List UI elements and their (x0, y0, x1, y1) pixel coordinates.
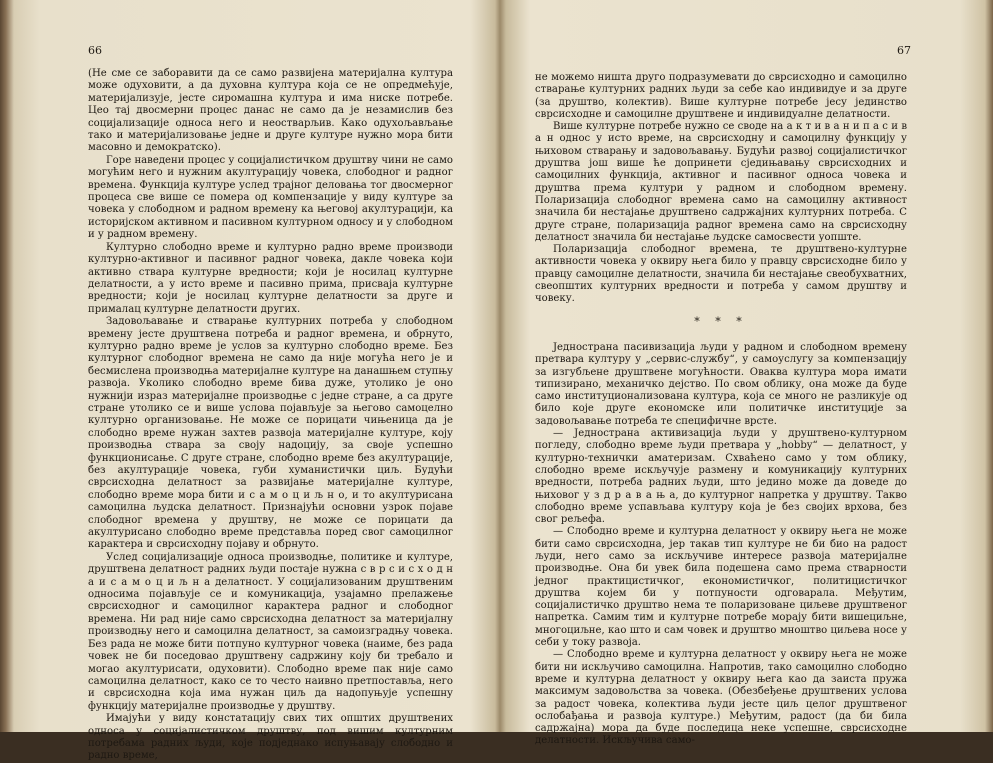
left-page (0, 0, 496, 762)
left-page-text (88, 68, 453, 763)
paragraph: Услед социјализације односа производње, политике и културе, друштвена делатност радних људи постаје нужна с в р с и с х о д н а и с а м о ц и љ н а делатност. У социјализованим друштвеним односима појављује се и комуникација, узајамно прелажење сврсисходног и самоцилног карактера радног и слободног времена. Ни рад није само сврсисходна делатност за материјалну производњу него и самоцилна делатност, за самоизградњу човека. Без рада не може бити потпуно културног човека (наиме, без рада човек не би поседовао друштвену садржину коју би требало и могао акултурисати, одуховити). Слободно време пак није само самоцилна делатност, како се то често наивно претпоставља, него и сврсисходна која има нужан циљ да надопуњује успешну функцију материјалне производње у друштву. (88, 551, 453, 712)
page-number-left: 66 (88, 44, 102, 57)
paragraph: (Не сме се заборавити да се само развијена материјална култура може одуховити, а да духовна култура која се не опредмећује, материјализује, јесте сиромашна култура и има ниске потребе. Цео тај двосмерни процес данас не само да је незамислив без социјализације односа него и неостварљив. Како одухољављање тако и материјализовање једне и друге културе нужно мора бити масовно и демократско). (88, 68, 453, 154)
paragraph: — Слободно време и културна делатност у оквиру њега не може бити ни искључиво самоцилна. Напротив, тако самоцилно слободно време и културна делатност у оквиру њега као да заиста пружа максимум задовољства за човека. (Обезбеђење друштвених услова за радост човека, колектива људи јесте циљ целог друштвеног ослобађања и развоја културе.) Међутим, радост (да би била садржајна) мора да буде последица неке успешне, сврсисходне делатности. Искључива само- (535, 649, 907, 747)
paragraph: Горе наведени процес у социјалистичком друштву чини не само могућим него и нужним акултурацију човека, слободног и радног времена. Функција културе услед трајног деловања тог двосмерног процеса све више се помера од компензације у виду културе за човека у слободном и радном времену ка његовој акултурацији, ка историјском активном и пасивном културном односу и у слободном и у радном времену. (88, 154, 453, 241)
paragraph: Културно слободно време и културно радно време производи културно-активног и пасивног радног човека, дакле човека који активно ствара културне вредности; који је носилац културне делатности, а у исто време и пасивно прима, присваја културне вредности; који је носилац културне делатности за друге и прималац културне делатности других. (88, 241, 453, 315)
paragraph: Поларизација слободног времена, те друштвено-културне активности човека у оквиру њега било у правцу сврсисходне било у правцу самоцилне делатности, значила би нестајање свеобухватних, свеопштих културних вредности и потреба у самом друштву и човеку. (535, 244, 907, 305)
right-page (497, 0, 993, 747)
paragraph: не можемо ништа друго подразумевати до сврсисходно и самоцилно стварање културних радних људи за себе као индивидуе и за друге (за друштво, колектив). Више културне потребе јесу јединство сврсисходне и самоцилне друштвене и индивидуалне делатности. (535, 72, 907, 120)
page-number-right: 67 (897, 44, 911, 57)
paragraph: Више културне потребе нужно се своде на а к т и в а н и п а с и в а н однос у исто време, на сврсисходну и самоцилну функцију у њиховом стварању и задовољавању. Будући развој социјалистичког друштва још више ће допринети сједињавању сврсисходних и самоцилних функција, активног и пасивног односа човека и друштва према култури у радном и слободном времену. Поларизација слободног времена само на самоцилну активност значила би нестајање друштвено садржајних културних потреба. С друге стране, поларизација радног времена само на сврсисходну делатност значила би нестајање људске самосвести уопште. (535, 121, 907, 243)
section-separator: * * * (694, 314, 748, 328)
paragraph: Задовољавање и стварање културних потреба у слободном времену јесте друштвена потреба и радног времена, и обрнуто, културно радно време је услов за културно слободно време. Без културног слободног времена не само да није могућа него је и бесмислена производња материјалне културе на данашњем ступњу развоја. Уколико слободно време бива дуже, утолико је оно нужнији израз материјалне производње с једне стране, а са друге стране утолико се и више услова појављује за његово самоцелно културно организовање. Не може се порицати чињеница да је слободно време нужан захтев развоја материјалне културе, коју производња ствара за своју надоцију, за своје успешно функционисање. С друге стране, слободно време без акултурације, без акултурације човека, губи хуманистички циљ. Будући сврсисходна делатност за развијање материјалне културе, слободно време мора бити и с а м о ц и љ н о, и то акултурисана самоцилна људска делатност. Признајући основни узрок појаве слободног времена у друштву, не може се порицати да акултурисано слободно време представља поред свог самоцилног карактера и сврсисходну појаву и обрнуто. (88, 316, 453, 551)
paragraph: Имајући у виду констатацију свих тих општих друштвених односа у социјалистичком друштву, под вишим културним потребама радних људи, које подједнако испуњавају слободно и радно време, (88, 713, 453, 762)
paragraph: Једнострана пасивизација људи у радном и слободном времену претвара културу у „сервис-службу“, у самоуслугу за компензацију за изгубљене друштвене могућности. Оваква култура мора имати типизирано, механичко дејство. По свом облику, она може да буде само институционализована култура, која се много не разликује од било које друге економске или политичке институције за задовољавање потреба те специфичне врсте. (535, 341, 907, 427)
right-page-text (535, 72, 907, 748)
paragraph: — Једнострана активизација људи у друштвено-културном погледу, слободно време људи претвара у „hobby“ — делатност, у културно-технички аматеризам. Схваћено само у том облику, слободно време искључује размену и комуникацију културних вредности, потреба радних људи, што једино може да доведе до њиховог у з д р а в а њ а, до културног напретка у друштву. Такво слободно време успављава културу која је без својих врхова, без свог рељефа. (535, 428, 907, 526)
paragraph: — Слободно време и културна делатност у оквиру њега не може бити само сврсисходна, јер такав тип културе не би био на радост људи, него само за искључиве интересе развоја материјалне производње. Она би увек била подешена само према стварности једног практицистичког, економистичког, политицистичког друштва којем би у потпуности одговарала. Међутим, социјалистичко друштво нема те поларизоване циљеве друштвеног напретка. Самим тим и културне потребе морају бити вишециљне, многоциљне, као што и сам човек и друштво мноштво циљева носе у себи у току развоја. (535, 526, 907, 649)
